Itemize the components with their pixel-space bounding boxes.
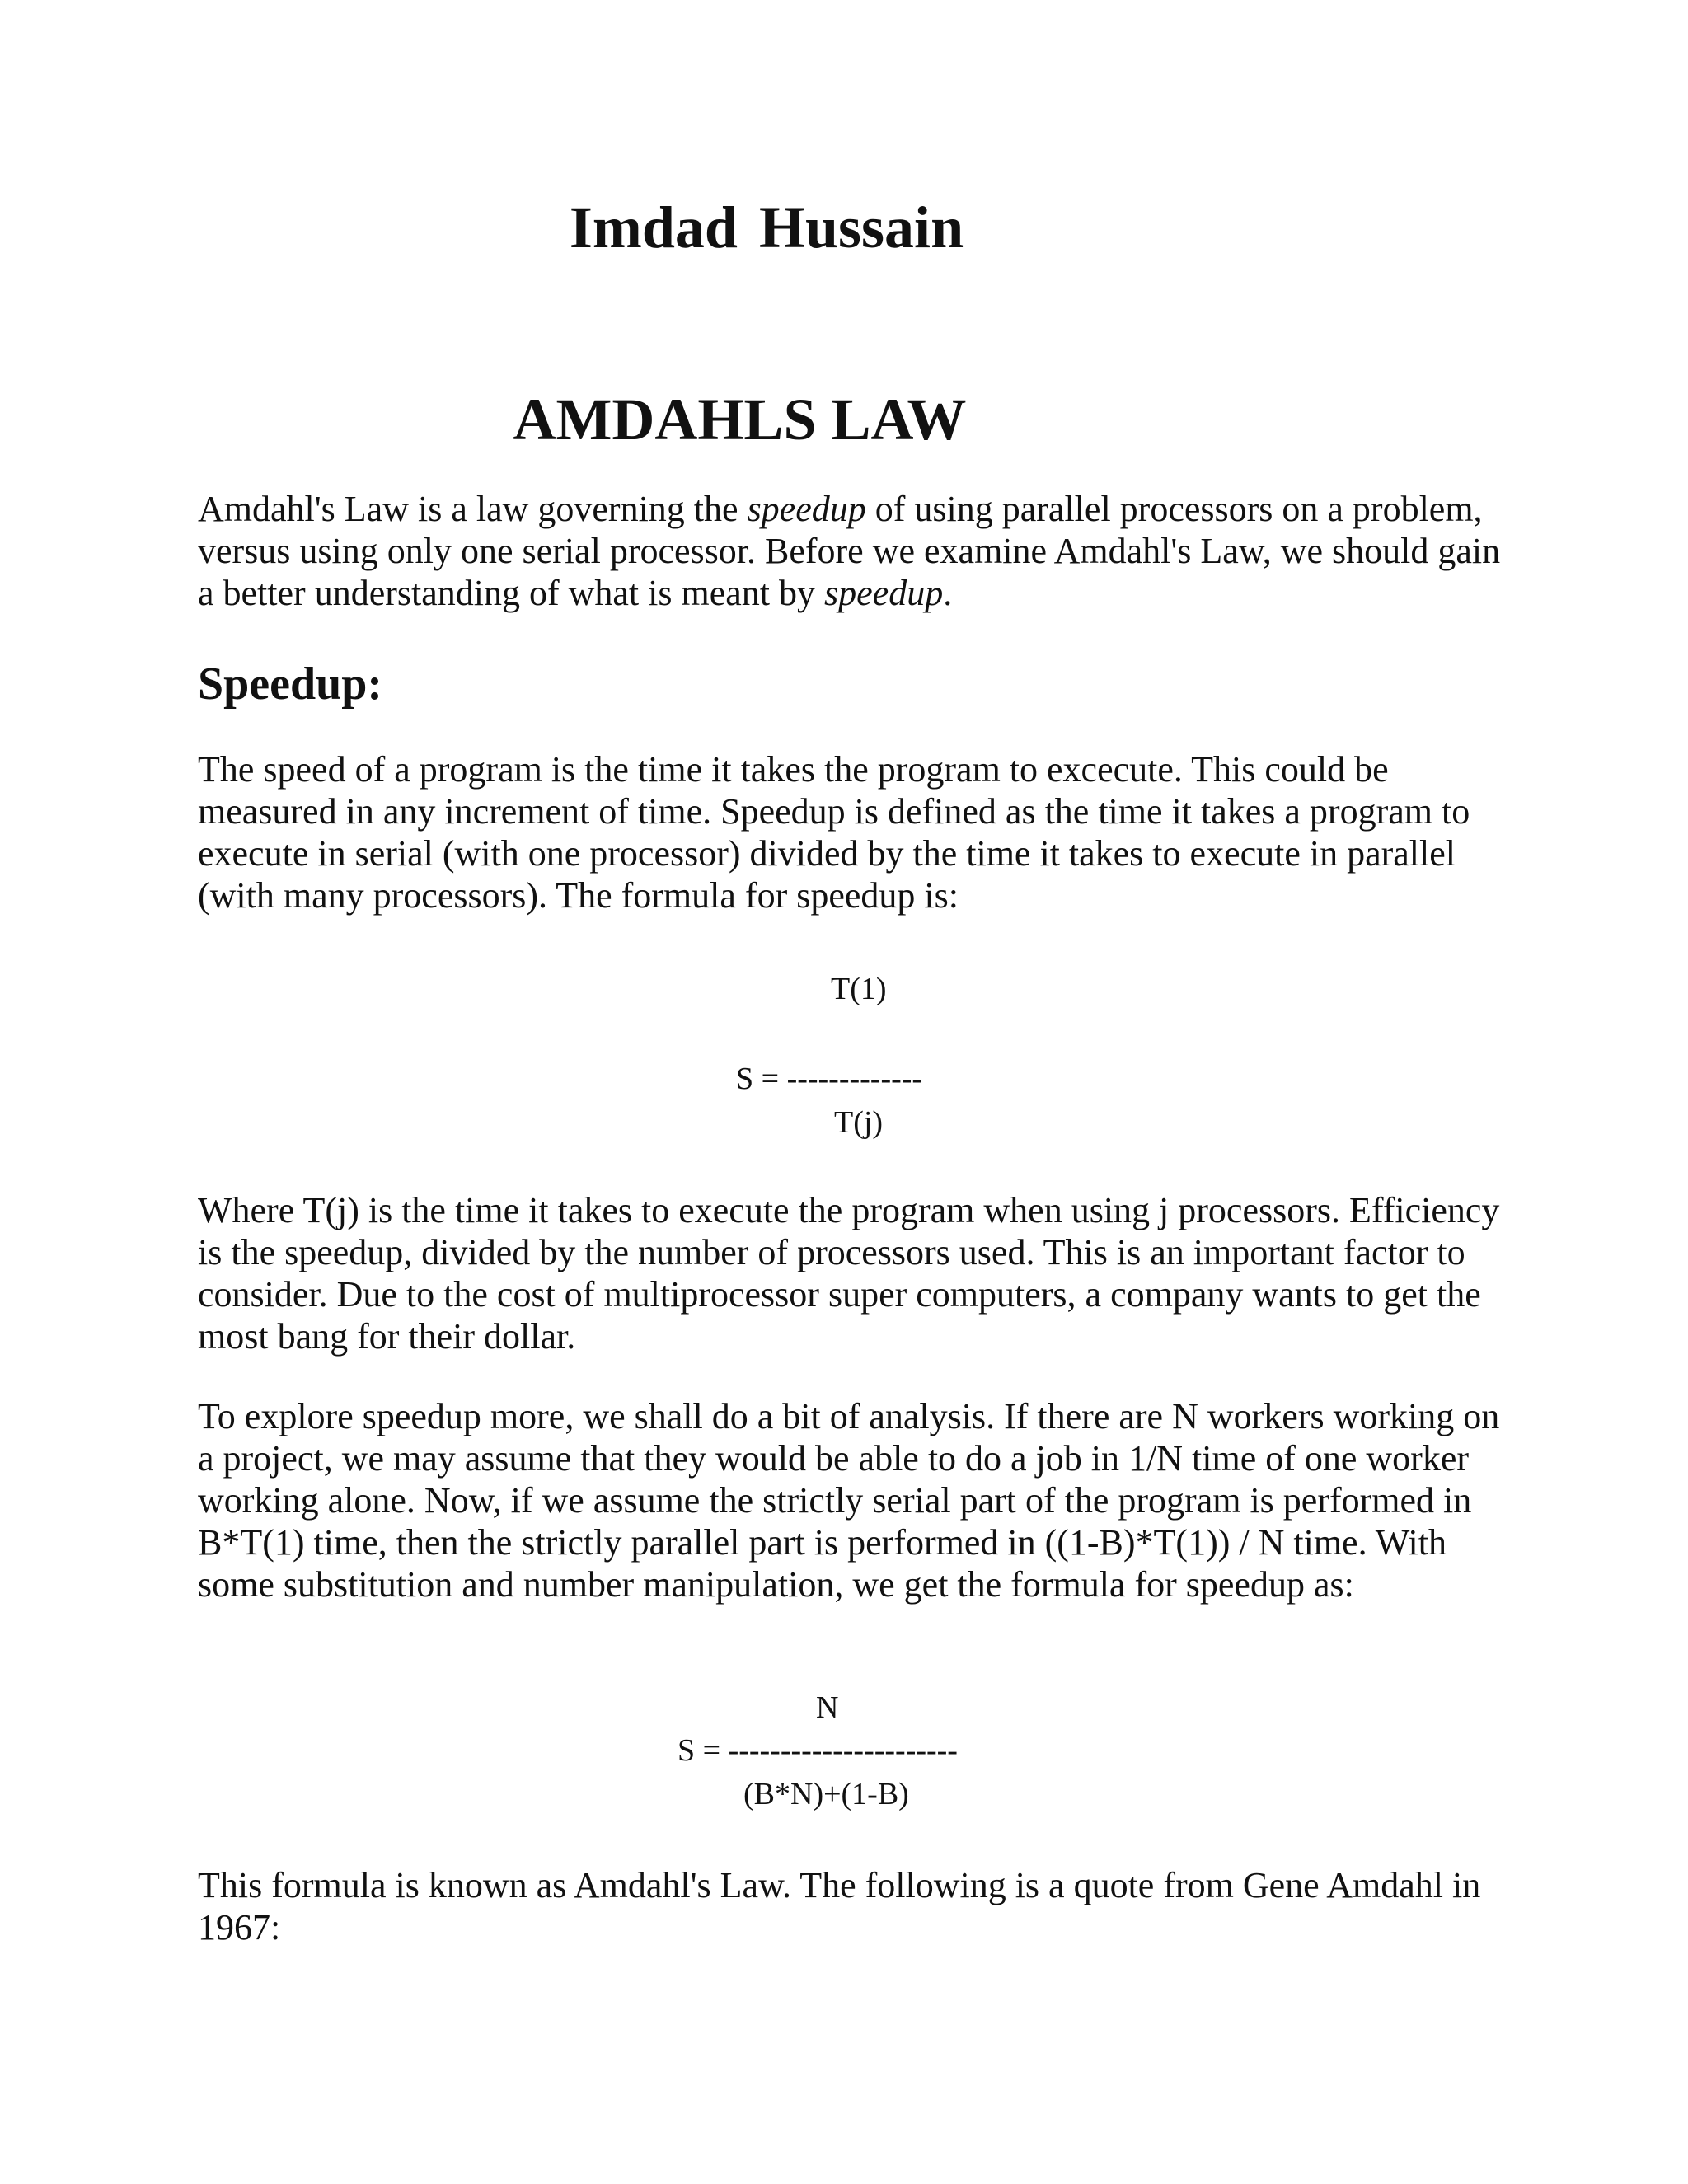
intro-text-2: of using parallel processors on a problem, versus using only one serial processor. Before we examine Amdahl's Law, we should gain a better understanding of what is meant by [198,489,1501,613]
intro-text-3: . [943,573,953,613]
analysis-paragraph: To explore speedup more, we shall do a bit of analysis. If there are N workers working on a project, we may assume that they would be able to do a job in 1/N time of one worker working alone. Now, if we assume the strictly serial part of the program is performed in B*T(1) time, then the strictly parallel part is performed in ((1-B)*T(1)) / N time. With some substitution and number manipulation, we get the formula for speedup as: [198,1396,1500,1605]
speedup-heading: Speedup: [198,658,383,710]
where-paragraph: Where T(j) is the time it takes to execute the program when using j processors. Efficiency is the speedup, divided by the number of processors used. This is an important factor to consider. Due to the cost of multiprocessor super computers, a company wants to get the most bang for their dollar. [198,1190,1500,1357]
formula2-denominator: (B*N)+(1-B) [743,1777,909,1811]
closing-paragraph: This formula is known as Amdahl's Law. The following is a quote from Gene Amdahl in 1967: [198,1865,1481,1947]
intro-emphasis-speedup-2: speedup [824,573,944,613]
intro-text-1: Amdahl's Law is a law governing the [198,489,748,529]
formula2-numerator: N [816,1690,839,1725]
author-name: Imdad Hussain [569,194,964,260]
speedup-paragraph: The speed of a program is the time it takes the program to excecute. This could be measured in any increment of time. Speedup is defined as the time it takes a program to execute in serial (with one processor) divided by the time it takes to execute in parallel (with many processors). The formula for speedup is: [198,749,1470,916]
intro-emphasis-speedup: speedup [747,489,866,529]
formula2-lhs: S = ---------------------- [678,1733,958,1768]
intro-paragraph [198,488,1517,614]
formula1-numerator: T(1) [831,972,887,1006]
formula1-denominator: T(j) [834,1105,884,1140]
formula1-lhs: S = ------------- [736,1062,923,1096]
document-title: AMDAHLS LAW [513,387,967,452]
